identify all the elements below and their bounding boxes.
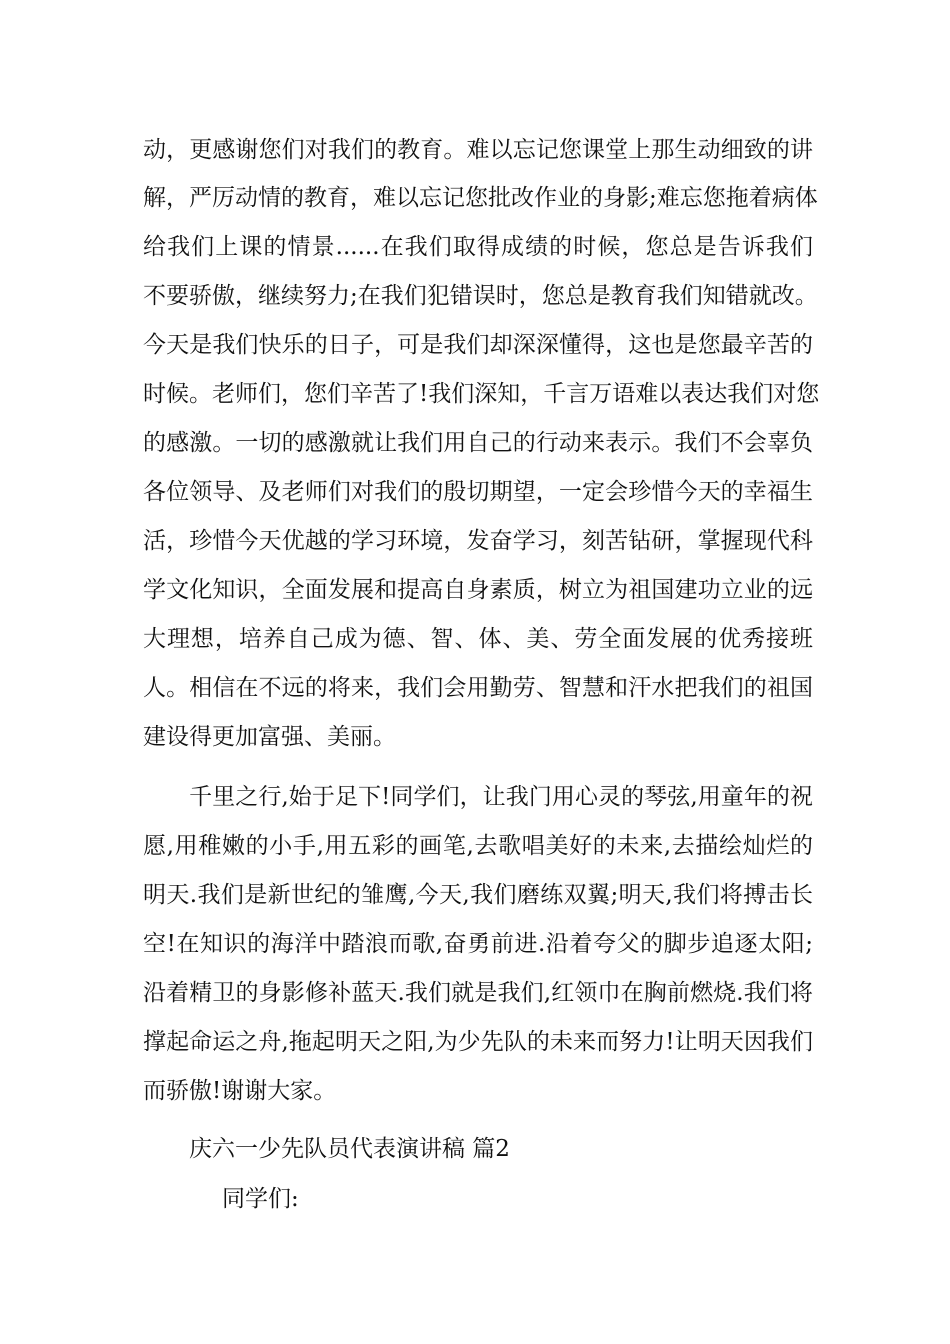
paragraph-line: 各位领导、及老师们对我们的殷切期望，一定会珍惜今天的幸福生 xyxy=(143,479,813,505)
salutation: 同学们: xyxy=(222,1186,299,1212)
paragraph-line: 建设得更加富强、美丽。 xyxy=(143,724,396,750)
paragraph-line: 沿着精卫的身影修补蓝天.我们就是我们,红领巾在胸前燃烧.我们将 xyxy=(143,980,813,1006)
paragraph-line: 今天是我们快乐的日子，可是我们却深深懂得，这也是您最辛苦的 xyxy=(143,332,813,358)
paragraph-line: 不要骄傲，继续努力;在我们犯错误时，您总是教育我们知错就改。 xyxy=(143,283,818,309)
paragraph-line: 动，更感谢您们对我们的教育。难以忘记您课堂上那生动细致的讲 xyxy=(143,137,813,163)
paragraph-line: 给我们上课的情景......在我们取得成绩的时候，您总是告诉我们 xyxy=(143,234,813,260)
paragraph-line: 大理想，培养自己成为德、智、体、美、劳全面发展的优秀接班 xyxy=(143,626,813,652)
paragraph-line: 撑起命运之舟,拖起明天之阳,为少先队的未来而努力!让明天因我们 xyxy=(143,1029,813,1055)
section-heading: 庆六一少先队员代表演讲稿 篇2 xyxy=(189,1136,510,1162)
paragraph-line: 而骄傲!谢谢大家。 xyxy=(143,1078,337,1104)
paragraph-line: 明天.我们是新世纪的雏鹰,今天,我们磨练双翼;明天,我们将搏击长 xyxy=(143,882,813,908)
paragraph-line: 解，严厉动情的教育，难以忘记您批改作业的身影;难忘您拖着病体 xyxy=(143,185,818,211)
paragraph-line: 空!在知识的海洋中踏浪而歌,奋勇前进.沿着夸父的脚步追逐太阳; xyxy=(143,931,813,957)
paragraph-line: 活，珍惜今天优越的学习环境，发奋学习，刻苦钻研，掌握现代科 xyxy=(143,528,813,554)
paragraph-line: 学文化知识，全面发展和提高自身素质，树立为祖国建功立业的远 xyxy=(143,577,813,603)
paragraph-line: 愿,用稚嫩的小手,用五彩的画笔,去歌唱美好的未来,去描绘灿烂的 xyxy=(143,833,813,859)
paragraph-line: 人。相信在不远的将来，我们会用勤劳、智慧和汗水把我们的祖国 xyxy=(143,675,813,701)
paragraph-line: 时候。老师们，您们辛苦了!我们深知，千言万语难以表达我们对您 xyxy=(143,381,820,407)
paragraph-line: 的感激。一切的感激就让我们用自己的行动来表示。我们不会辜负 xyxy=(143,430,813,456)
paragraph-line: 千里之行,始于足下!同学们，让我门用心灵的琴弦,用童年的祝 xyxy=(143,784,813,810)
